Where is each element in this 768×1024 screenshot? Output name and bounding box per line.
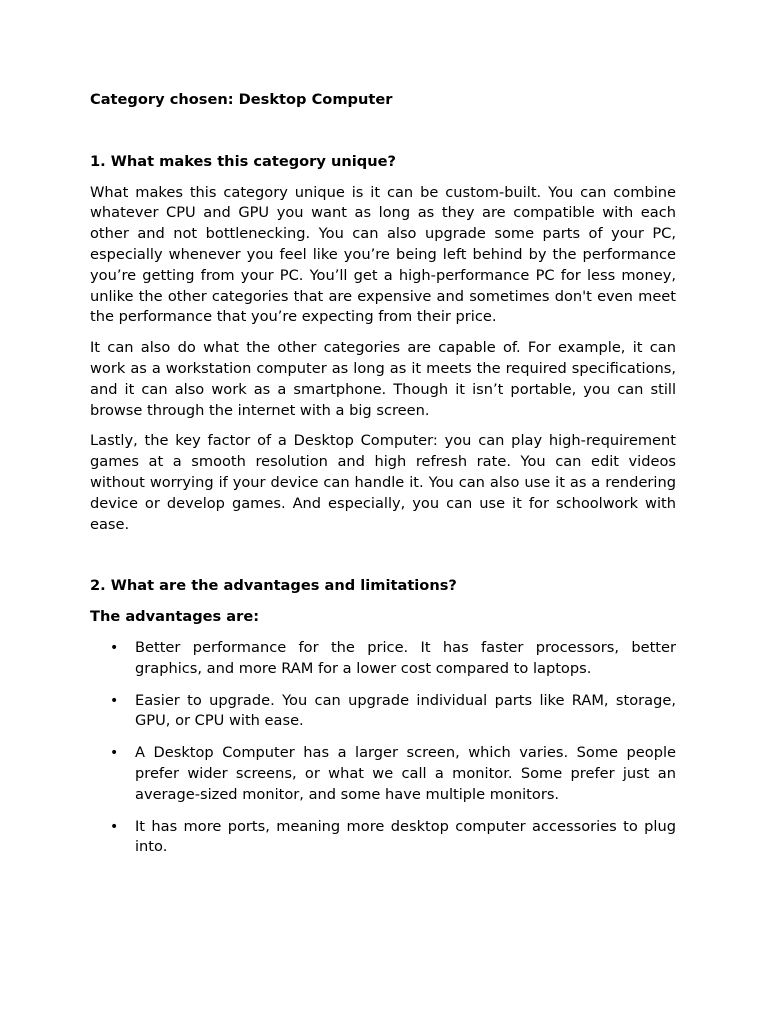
section1-heading: 1. What makes this category unique?	[90, 152, 396, 170]
advantage-item	[90, 691, 676, 733]
advantage-text: Easier to upgrade. You can upgrade individual parts like RAM, storage, GPU, or CPU with ease.	[135, 691, 676, 730]
advantage-text: A Desktop Computer has a larger screen, which varies. Some people prefer wider screens, or what we call a monitor. Some prefer just an average-sized monitor, and some have multiple monitors.	[135, 744, 676, 803]
advantage-text: Better performance for the price. It has faster processors, better graphics, and more RAM for a lower cost compared to laptops.	[135, 638, 676, 677]
advantages-subheading: The advantages are:	[90, 608, 260, 626]
bullet-icon: •	[110, 692, 119, 709]
section1-paragraph: It can also do what the other categories are capable of. For example, it can work as a workstation computer as long as it meets the required specifications, and it can also work as a smartphone. Though it isn’t portable, you can still browse through the internet with a big screen.	[90, 339, 676, 419]
bullet-icon: •	[110, 818, 119, 835]
section2-heading: 2. What are the advantages and limitations?	[90, 577, 457, 595]
section1-paragraph: What makes this category unique is it can be custom-built. You can combine whatever CPU and GPU you want as long as they are compatible with each other and not bottlenecking. You can also upgrade some parts of your PC, especially whenever you feel like you’re being left behind by the performance you’re getting from your PC. You’ll get a high-performance PC for less money, unlike the other categories that are expensive and sometimes don't even meet the performance that you’re expecting from their price.	[90, 183, 676, 326]
advantage-item	[90, 638, 676, 680]
advantage-text: It has more ports, meaning more desktop computer accessories to plug into.	[135, 817, 676, 856]
section1-paragraph: Lastly, the key factor of a Desktop Computer: you can play high-requirement games at a smooth resolution and high refresh rate. You can edit videos without worrying if your device can handle it. You can also use it as a rendering device or develop games. And especially, you can use it for schoolwork with ease.	[90, 432, 676, 533]
advantage-item	[90, 743, 676, 805]
advantages-list	[90, 638, 676, 858]
category-line: Category chosen: Desktop Computer	[90, 91, 393, 108]
bullet-icon: •	[110, 745, 119, 762]
bullet-icon: •	[110, 639, 119, 656]
advantage-item	[90, 817, 676, 859]
document-page	[90, 90, 676, 869]
